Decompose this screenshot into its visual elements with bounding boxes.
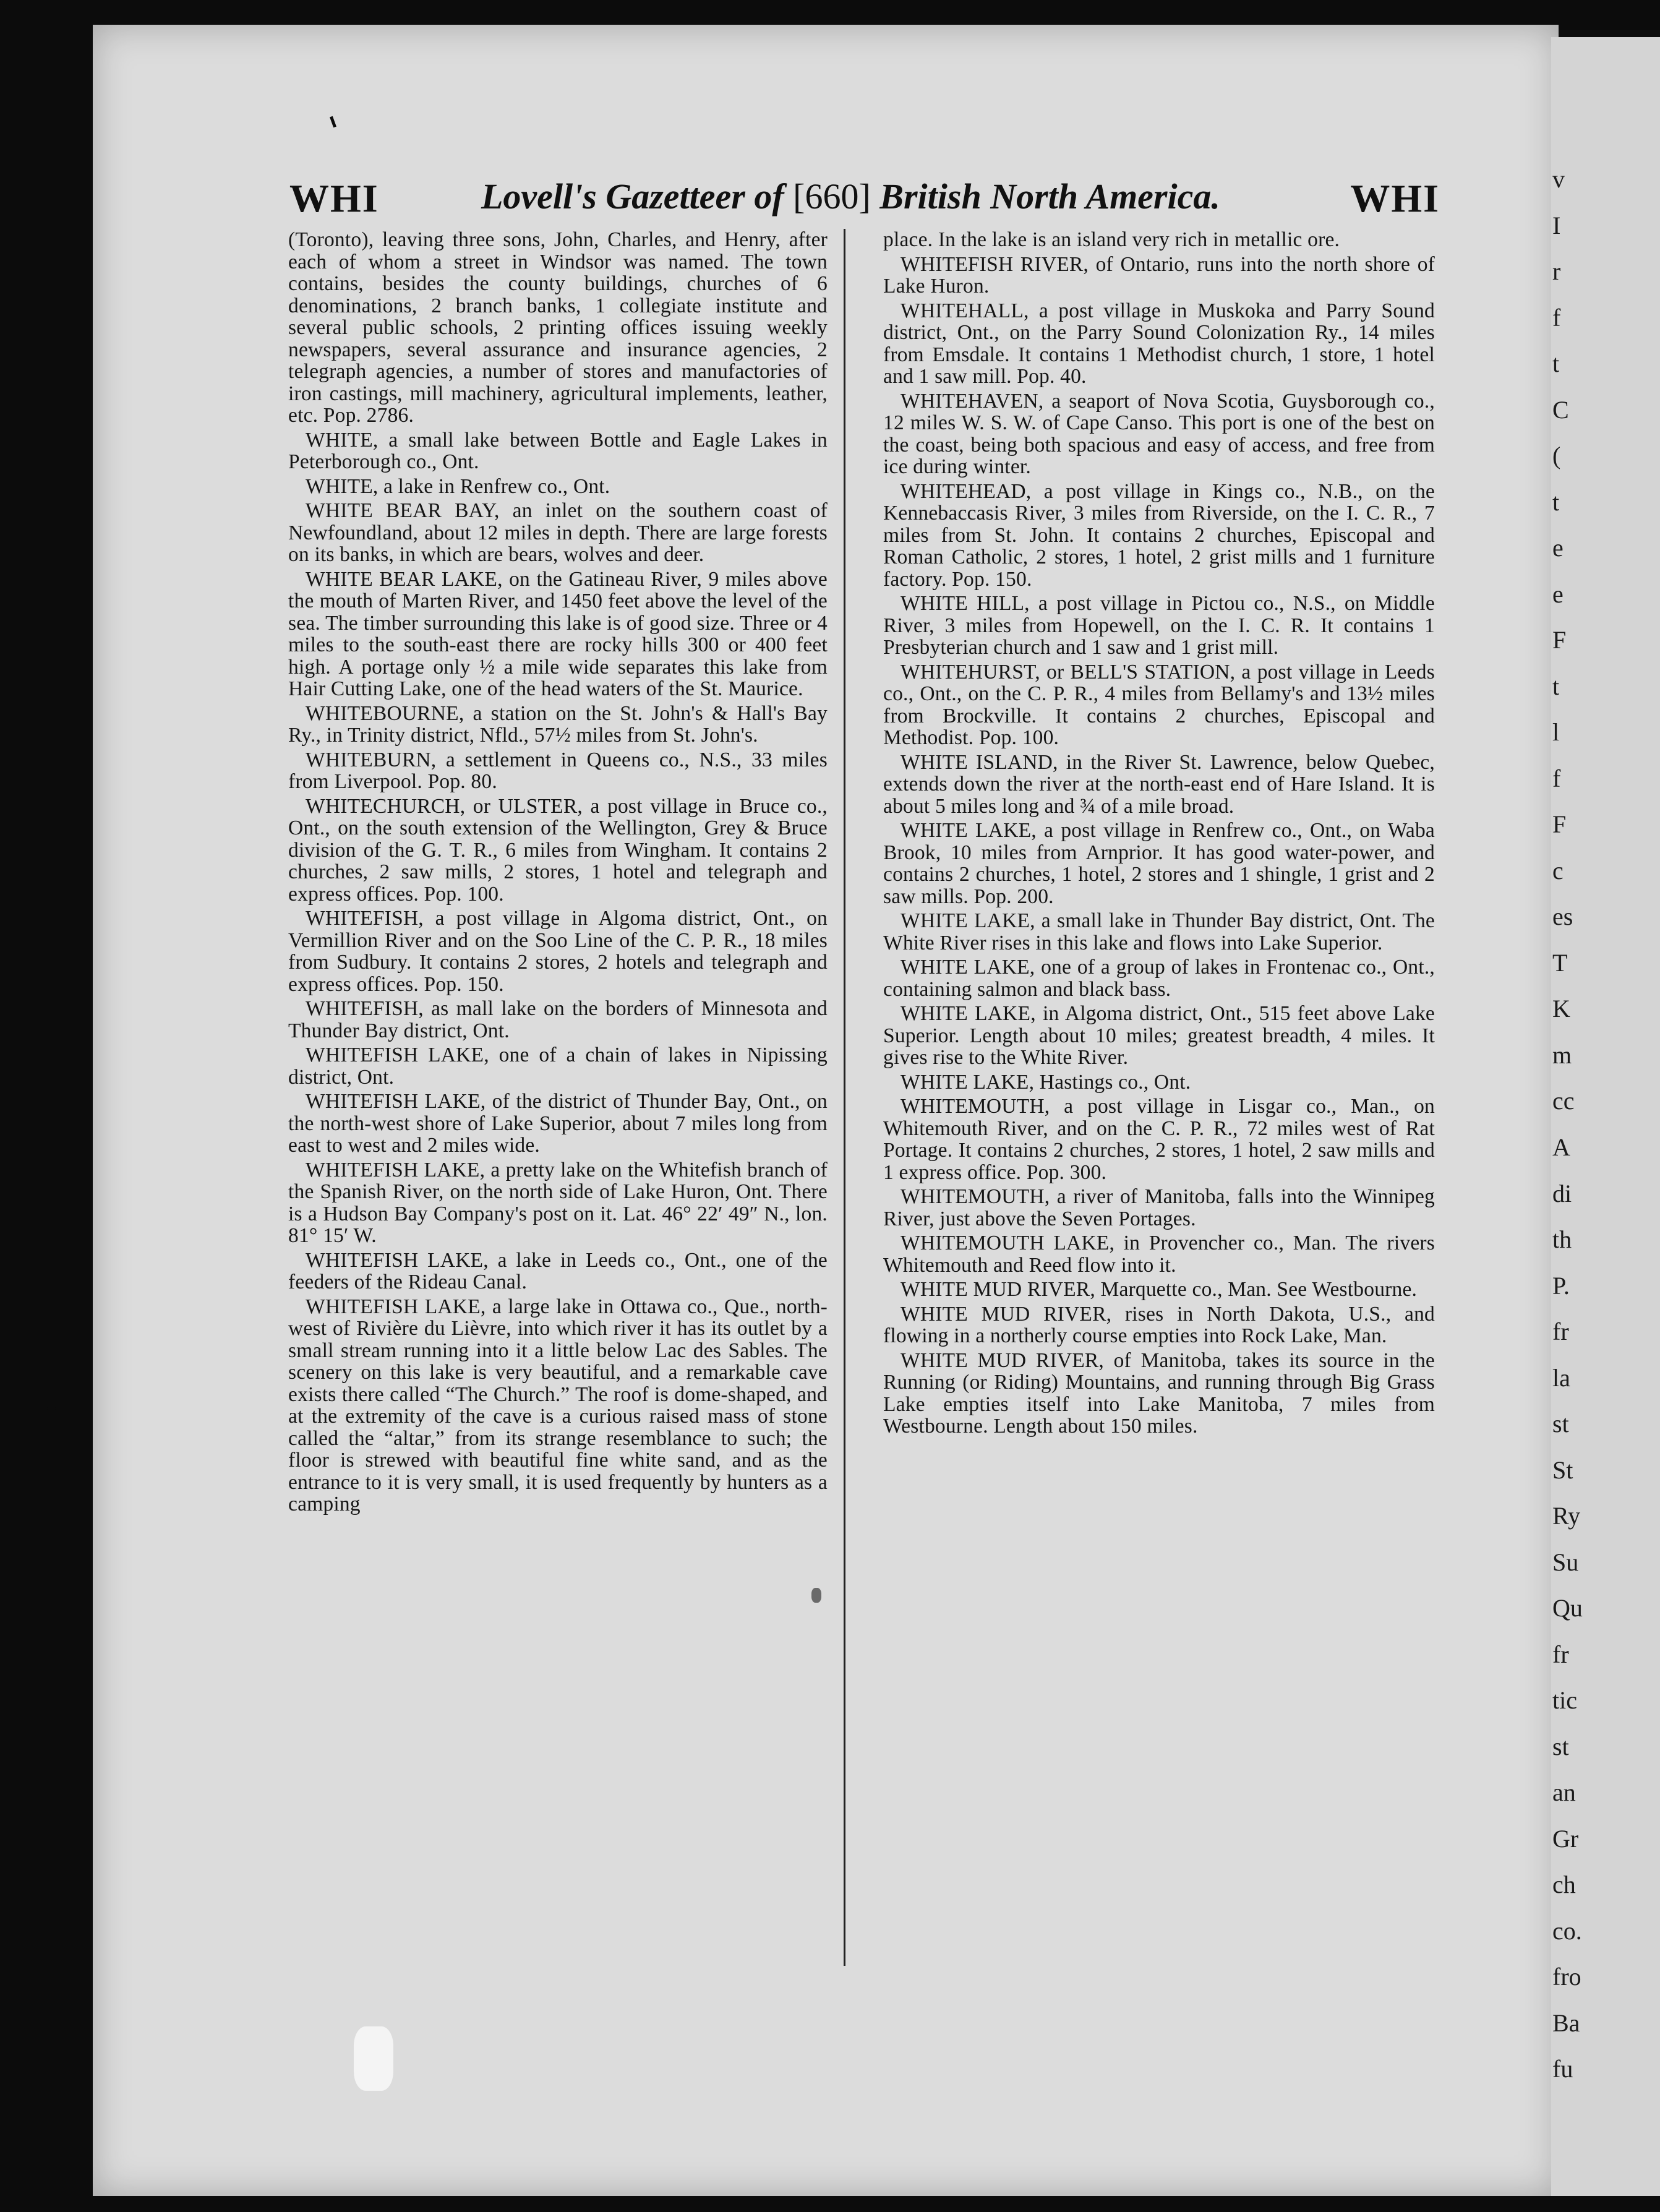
entry-continuation: (Toronto), leaving three sons, John, Charles, and Henry, after each of whom a street in Windsor was named. The town contains, besides the county buildings, churches of 6 denominations, 2 branch banks, 1 collegiate institute and several public schools, 2 printing offices issuing weekly newspapers, several assurance and insurance agencies, 2 telegraph agencies, a number of stores and manufactories of iron castings, mill machinery, agricultural implements, leather, etc. Pop. 2786. <box>288 228 828 427</box>
scan-speck <box>47 1405 56 1412</box>
entry-whitefish-lake-leeds: WHITEFISH LAKE, a lake in Leeds co., Ont., one of the feeders of the Rideau Canal. <box>288 1248 828 1293</box>
header-region: British North America. <box>879 176 1220 216</box>
adjacent-page-fragment: K <box>1552 995 1570 1022</box>
adjacent-page-fragment: e <box>1552 580 1564 608</box>
adjacent-page-fragment: Qu <box>1552 1594 1583 1622</box>
entry-white-renfrew: WHITE, a lake in Renfrew co., Ont. <box>306 474 610 498</box>
adjacent-page-fragment: t <box>1552 672 1560 700</box>
entry-white-mud-river-marquette: WHITE MUD RIVER, Marquette co., Man. See Westbourne. <box>901 1278 1418 1301</box>
entry-continuation: place. In the lake is an island very rich in metallic ore. <box>883 228 1340 251</box>
entry-whitemouth-lake: WHITEMOUTH LAKE, in Provencher co., Man. The rivers Whitemouth and Reed flow into it. <box>883 1232 1435 1277</box>
entry-white-mud-river-manitoba: WHITE MUD RIVER, of Manitoba, takes its source in the Running (or Riding) Mountains, and running through Big Grass Lake empties itself into Lake Manitoba, 7 miles from Westbourne. Length about 150 miles. <box>883 1348 1435 1438</box>
header-right-keyword: WHI <box>1350 176 1440 220</box>
adjacent-page-fragment: st <box>1552 1410 1569 1438</box>
header-left-keyword: WHI <box>289 176 379 220</box>
adjacent-page-fragment: P. <box>1552 1272 1570 1300</box>
header-publication: Lovell's Gazetteer of <box>481 176 784 216</box>
entry-whitefish-lake-nipissing: WHITEFISH LAKE, one of a chain of lakes in Nipissing district, Ont. <box>288 1044 828 1089</box>
adjacent-page-fragment: cc <box>1552 1087 1575 1115</box>
header-page-number: [660] <box>793 176 871 216</box>
entry-whitebourne: WHITEBOURNE, a station on the St. John's & Hall's Bay Ry., in Trinity district, Nfld., 57½ miles from St. John's. <box>288 701 828 747</box>
adjacent-page-fragment: f <box>1552 765 1561 792</box>
entry-white-mud-river-dakota: WHITE MUD RIVER, rises in North Dakota, U.S., and flowing in a northerly course empties into Rock Lake, Man. <box>883 1302 1435 1347</box>
adjacent-page-fragment: Gr <box>1552 1825 1579 1853</box>
entry-white-lake-frontenac: WHITE LAKE, one of a group of lakes in Frontenac co., Ont., containing salmon and black bass. <box>883 956 1435 1001</box>
adjacent-page-fragment: Ba <box>1552 2009 1580 2037</box>
header-title <box>481 176 1220 217</box>
scan-speck <box>811 1588 821 1603</box>
entry-whitehead: WHITEHEAD, a post village in Kings co., N.B., on the Kennebaccasis River, 3 miles from Riverside, on the I. C. R., 7 miles from St. John. It contains 2 churches, Episcopal and Roman Catholic, 2 stores, 1 hotel, 2 grist mills and 1 furniture factory. Pop. 150. <box>883 479 1435 591</box>
adjacent-page-fragment: t <box>1552 349 1560 377</box>
entry-whitefish-lake-thunder-bay: WHITEFISH LAKE, of the district of Thunder Bay, Ont., on the north-west shore of Lake Superior, about 7 miles long from east to west and 2 miles wide. <box>288 1090 828 1157</box>
entry-whitehaven: WHITEHAVEN, a seaport of Nova Scotia, Guysborough co., 12 miles W. S. W. of Cape Canso. This port is one of the best on the coast, being both spacious and easy of access, and free from ice during winter. <box>883 389 1435 478</box>
adjacent-page-fragment: tic <box>1552 1686 1577 1714</box>
adjacent-page-fragment: r <box>1552 257 1561 285</box>
entry-whitemouth-river: WHITEMOUTH, a river of Manitoba, falls into the Winnipeg River, just above the Seven Portages. <box>883 1185 1435 1230</box>
entry-whitefish-lake-minnesota: WHITEFISH, as mall lake on the borders of Minnesota and Thunder Bay district, Ont. <box>288 997 828 1042</box>
adjacent-page-fragment: fr <box>1552 1318 1569 1345</box>
adjacent-page-fragment: es <box>1552 902 1573 930</box>
entry-whitefish-lake-spanish-river: WHITEFISH LAKE, a pretty lake on the Whitefish branch of the Spanish River, on the north side of Lake Huron, Ont. There is a Hudson Bay Company's post on it. Lat. 46° 22′ 49″ N., lon. 81° 15′ W. <box>288 1158 828 1247</box>
adjacent-page-fragment: Su <box>1552 1548 1579 1576</box>
adjacent-page-fragment: Ry <box>1552 1502 1581 1530</box>
adjacent-page-fragment: F <box>1552 626 1567 654</box>
entry-white-lake-thunder-bay: WHITE LAKE, a small lake in Thunder Bay district, Ont. The White River rises in this lake and flows into Lake Superior. <box>883 909 1435 954</box>
adjacent-page-fragment: c <box>1552 857 1564 885</box>
scan-blotch <box>354 2026 393 2091</box>
adjacent-page-fragment: T <box>1552 949 1568 977</box>
adjacent-page-fragment: e <box>1552 534 1564 562</box>
entry-whitefish-lake-ottawa: WHITEFISH LAKE, a large lake in Ottawa co., Que., north-west of Rivière du Lièvre, into which river it has its outlet by a small stream running into it a little below Lac des Sables. The scenery on this lake is very beautiful, and a remarkable cave exists there called “The Church.” The roof is dome-shaped, and at the extremity of the cave is a curious raised mass of stone called the “altar,” from its strange resemblance to such; the floor is strewed with beautiful fine white sand, and as the entrance to it is very small, it is used frequently by hunters as a camping <box>288 1295 828 1515</box>
adjacent-page-fragment: fr <box>1552 1640 1569 1668</box>
entry-white-hill: WHITE HILL, a post village in Pictou co., N.S., on Middle River, 3 miles from Hopewell, on the I. C. R. It contains 1 Presbyterian church and 1 saw and 1 grist mill. <box>883 592 1435 659</box>
right-column <box>883 229 1435 1440</box>
adjacent-page-fragment: fro <box>1552 1963 1581 1991</box>
entry-white-bear-lake: WHITE BEAR LAKE, on the Gatineau River, 9 miles above the mouth of Marten River, and 1450 feet above the level of the sea. The timber surrounding this lake is of good size. Three or 4 miles to the south-east there are rocky hills 300 or 400 feet high. A portage only ½ a mile wide separates this lake from Hair Cutting Lake, one of the head waters of the St. Maurice. <box>288 567 828 700</box>
entry-whiteburn: WHITEBURN, a settlement in Queens co., N.S., 33 miles from Liverpool. Pop. 80. <box>288 748 828 793</box>
entry-whitefish-village: WHITEFISH, a post village in Algoma district, Ont., on Vermillion River and on the Soo Line of the C. P. R., 18 miles from Sudbury. It contains 2 stores, 2 hotels and telegraph and express offices. Pop. 150. <box>288 907 828 996</box>
adjacent-page-edge <box>1551 37 1660 2196</box>
left-column <box>288 229 828 1518</box>
adjacent-page-fragment: f <box>1552 304 1561 332</box>
adjacent-page-fragment: C <box>1552 396 1569 424</box>
adjacent-page-fragment: t <box>1552 488 1560 516</box>
entry-whitehall: WHITEHALL, a post village in Muskoka and Parry Sound district, Ont., on the Parry Sound Colonization Ry., 14 miles from Emsdale. It contains 1 Methodist church, 1 store, 1 hotel and 1 saw mill. Pop. 40. <box>883 299 1435 388</box>
entry-whitemouth-village: WHITEMOUTH, a post village in Lisgar co., Man., on Whitemouth River, and on the C. P. R., 72 miles west of Rat Portage. It contains 2 churches, 2 stores, 1 hotel, 2 saw mills and 1 express office. Pop. 300. <box>883 1095 1435 1184</box>
entry-whitefish-river: WHITEFISH RIVER, of Ontario, runs into the north shore of Lake Huron. <box>883 252 1435 298</box>
column-divider <box>844 229 845 1966</box>
entry-white-bottle: WHITE, a small lake between Bottle and Eagle Lakes in Peterborough co., Ont. <box>288 428 828 473</box>
entry-whitehurst: WHITEHURST, or BELL'S STATION, a post village in Leeds co., Ont., on the C. P. R., 4 miles from Bellamy's and 13½ miles from Brockville. It contains 2 churches, Episcopal and Methodist. Pop. 100. <box>883 660 1435 749</box>
entry-white-bear-bay: WHITE BEAR BAY, an inlet on the southern coast of Newfoundland, about 12 miles in depth. There are large forests on its banks, in which are bears, wolves and deer. <box>288 499 828 566</box>
adjacent-page-fragment: F <box>1552 810 1567 838</box>
adjacent-page-fragment: th <box>1552 1225 1572 1253</box>
adjacent-page-fragment: la <box>1552 1364 1570 1392</box>
adjacent-page-fragment: an <box>1552 1778 1576 1806</box>
entry-white-lake-hastings: WHITE LAKE, Hastings co., Ont. <box>901 1070 1191 1094</box>
running-header <box>197 176 1440 225</box>
adjacent-page-fragment: ( <box>1552 442 1561 469</box>
entry-whitechurch: WHITECHURCH, or ULSTER, a post village in Bruce co., Ont., on the south extension of the Wellington, Grey & Bruce division of the G. T. R., 6 miles from Wingham. It contains 2 churches, 2 saw mills, 2 stores, 1 hotel and telegraph and express offices. Pop. 100. <box>288 794 828 906</box>
entry-white-lake-renfrew: WHITE LAKE, a post village in Renfrew co., Ont., on Waba Brook, 10 miles from Arnprior. It has good water-power, and contains 2 churches, 1 hotel, 2 stores and 1 shingle, 1 grist and 2 saw mills. Pop. 200. <box>883 819 1435 908</box>
adjacent-page-fragment: I <box>1552 212 1561 239</box>
adjacent-page-fragment: co. <box>1552 1917 1582 1945</box>
adjacent-page-fragment: fu <box>1552 2055 1573 2083</box>
adjacent-page-fragment: A <box>1552 1133 1570 1161</box>
adjacent-page-fragment: ch <box>1552 1871 1576 1898</box>
adjacent-page-fragment: St <box>1552 1456 1573 1484</box>
adjacent-page-fragment: di <box>1552 1180 1572 1207</box>
adjacent-page-fragment: m <box>1552 1041 1572 1069</box>
adjacent-page-fragment: l <box>1552 718 1560 746</box>
entry-white-lake-algoma: WHITE LAKE, in Algoma district, Ont., 515 feet above Lake Superior. Length about 10 miles; greatest breadth, 4 miles. It gives rise to the White River. <box>883 1002 1435 1069</box>
entry-white-island: WHITE ISLAND, in the River St. Lawrence, below Quebec, extends down the river at the north-east end of Hare Island. It is about 5 miles long and ¾ of a mile broad. <box>883 750 1435 818</box>
adjacent-page-fragment: v <box>1552 165 1565 193</box>
adjacent-page-fragment: st <box>1552 1733 1569 1760</box>
